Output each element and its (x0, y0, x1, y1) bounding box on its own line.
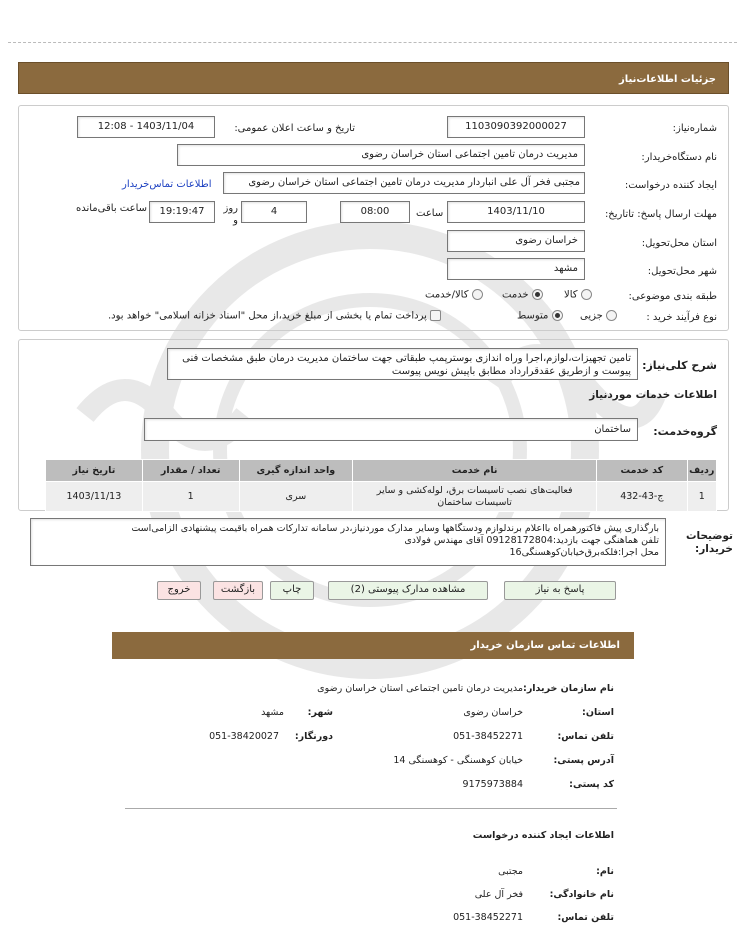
exit-button[interactable]: خروج (157, 581, 201, 600)
category-both-label: کالا/خدمت (425, 289, 469, 301)
buyer-notes-line1: بارگذاری پیش فاکتورهمراه بااعلام برندلوازم ودستگاهها وسایر مدارک موردنیاز،در سامانه تدارکات همراه باقیمت پیشنهادی الزامی‌است (131, 523, 659, 534)
buyer-org-label: نام دستگاه‌خریدار: (641, 152, 717, 163)
buyer-notes-line2: تلفن هماهنگی جهت بازدید:09128172804 آقای مهندس فولادی (404, 535, 659, 546)
table-row (46, 482, 717, 512)
creator-info-title: اطلاعات ایجاد کننده درخواست (472, 830, 614, 841)
contact-divider (125, 808, 617, 809)
creator-name: مجتبی (498, 866, 523, 877)
contact-phone: 051-38452271 (453, 731, 523, 742)
category-service-label: خدمت (502, 289, 529, 301)
col-qty: تعداد / مقدار (142, 460, 239, 482)
category-goods-label: کالا (564, 289, 578, 301)
services-section-title: اطلاعات خدمات موردنیاز (589, 389, 717, 401)
contact-postal: 9175973884 (462, 779, 523, 790)
need-number-label: شماره‌نیاز: (672, 123, 717, 134)
buyer-org-field: مدیریت درمان تامین اجتماعی استان خراسان رضوی (177, 144, 585, 166)
col-row: ردیف (687, 460, 716, 482)
city-label: شهر محل‌تحویل: (647, 266, 717, 277)
announce-field: 1403/11/04 - 12:08 (77, 116, 215, 138)
creator-family-label: نام خانوادگی: (549, 889, 614, 900)
description-field: تامین تجهیزات،لوازم،اجرا وراه اندازی بوسترپمپ طبقاتی جهت ساختمان مدیریت درمان طبق مشخصات فنی پیوست و ازطریق عقدقرارداد مطابق باپیش نویس پیوست (167, 348, 638, 380)
days-label: روز و (223, 203, 238, 226)
contact-city-label: شهر: (307, 707, 333, 718)
radio-goods[interactable] (581, 289, 592, 300)
contact-phone-label: تلفن تماس: (557, 731, 614, 742)
cell-code: ج-43-432 (597, 482, 687, 512)
contact-province-label: استان: (582, 707, 614, 718)
remaining-time-label: ساعت باقی‌مانده (75, 203, 147, 214)
contact-postal-label: کد پستی: (569, 779, 614, 790)
table-header-row (46, 460, 717, 482)
process-minor-label: جزیی (580, 310, 603, 322)
buyer-notes-label: توضیحات خریدار: (685, 530, 733, 555)
remaining-time-field: 19:19:47 (149, 201, 215, 223)
deadline-time-field: 08:00 (340, 201, 410, 223)
process-option-medium[interactable] (517, 310, 563, 322)
category-option-both[interactable] (425, 289, 483, 301)
col-unit: واحد اندازه گیری (239, 460, 353, 482)
top-divider (8, 42, 737, 43)
process-option-minor[interactable] (580, 310, 617, 322)
process-label: نوع فرآیند خرید : (646, 312, 717, 323)
service-group-field: ساختمان (144, 418, 638, 441)
page-header: جزئیات اطلاعات‌نیاز (18, 62, 729, 94)
reply-button[interactable]: پاسخ به نیاز (504, 581, 616, 600)
province-label: استان محل‌تحویل: (641, 238, 717, 249)
description-label: شرح کلی‌نیاز: (642, 359, 717, 372)
radio-medium[interactable] (552, 310, 563, 321)
deadline-time-label: ساعت (416, 208, 444, 219)
buyer-notes-line3: محل اجرا:فلکه‌برق‌خیابان‌کوهسنگی‌16 (509, 547, 659, 558)
cell-unit: سری (239, 482, 353, 512)
col-date: تاریخ نیاز (46, 460, 143, 482)
service-group-label: گروه‌خدمت: (653, 425, 717, 438)
category-option-service[interactable] (502, 289, 543, 301)
announce-label: تاریخ و ساعت اعلان عمومی: (234, 123, 355, 134)
contact-fax: 051-38420027 (209, 731, 279, 742)
category-option-goods[interactable] (564, 289, 592, 301)
view-documents-button[interactable]: مشاهده مدارک پیوستی (2) (328, 581, 488, 600)
contact-org-label: نام سازمان خریدار: (523, 683, 614, 694)
buyer-notes-field (30, 518, 666, 566)
creator-name-label: نام: (596, 866, 614, 877)
buyer-contact-link[interactable]: اطلاعات تماس‌خریدار (122, 179, 212, 190)
creator-phone-label: تلفن تماس: (557, 912, 614, 923)
contact-city: مشهد (261, 707, 284, 718)
deadline-label: مهلت ارسال پاسخ: تاتاریخ: (604, 209, 717, 220)
radio-goods-service[interactable] (472, 289, 483, 300)
cell-date: 1403/11/13 (46, 482, 143, 512)
creator-phone: 051-38452271 (453, 912, 523, 923)
contact-fax-label: دورنگار: (294, 731, 333, 742)
cell-row: 1 (687, 482, 716, 512)
creator-label: ایجاد کننده درخواست: (624, 180, 717, 191)
contact-org: مدیریت درمان تامین اجتماعی استان خراسان رضوی (317, 683, 523, 694)
deadline-date-field: 1403/11/10 (447, 201, 585, 223)
print-button[interactable]: چاپ (270, 581, 314, 600)
back-button[interactable]: بازگشت (213, 581, 263, 600)
payment-note: پرداخت تمام یا بخشی از مبلغ خرید،از محل "اسناد خزانه اسلامی" خواهد بود. (108, 310, 427, 322)
col-code: کد خدمت (597, 460, 687, 482)
col-name: نام خدمت (353, 460, 597, 482)
creator-family: فخر آل علی (474, 889, 523, 900)
contact-address-label: آدرس پستی: (553, 755, 614, 766)
radio-minor[interactable] (606, 310, 617, 321)
days-field: 4 (241, 201, 307, 223)
payment-note-wrap (108, 310, 441, 322)
need-number-field: 1103090392000027 (447, 116, 585, 138)
services-table (45, 459, 717, 512)
contact-province: خراسان رضوی (463, 707, 523, 718)
cell-name: فعالیت‌های نصب تاسیسات برق، لوله‌کشی و سایر تاسیسات ساختمان (353, 482, 597, 512)
city-field: مشهد (447, 258, 585, 280)
cell-qty: 1 (142, 482, 239, 512)
process-medium-label: متوسط (517, 310, 549, 322)
radio-service[interactable] (532, 289, 543, 300)
category-label: طبقه بندی موضوعی: (628, 291, 717, 302)
province-field: خراسان رضوی (447, 230, 585, 252)
contact-address: خیابان کوهسنگی - کوهسنگی 14 (393, 755, 523, 766)
contact-section-header: اطلاعات تماس سازمان خریدار (112, 632, 634, 659)
treasury-checkbox[interactable] (430, 310, 441, 321)
creator-field: مجتبی فخر آل علی انباردار مدیریت درمان تامین اجتماعی استان خراسان رضوی (223, 172, 585, 194)
